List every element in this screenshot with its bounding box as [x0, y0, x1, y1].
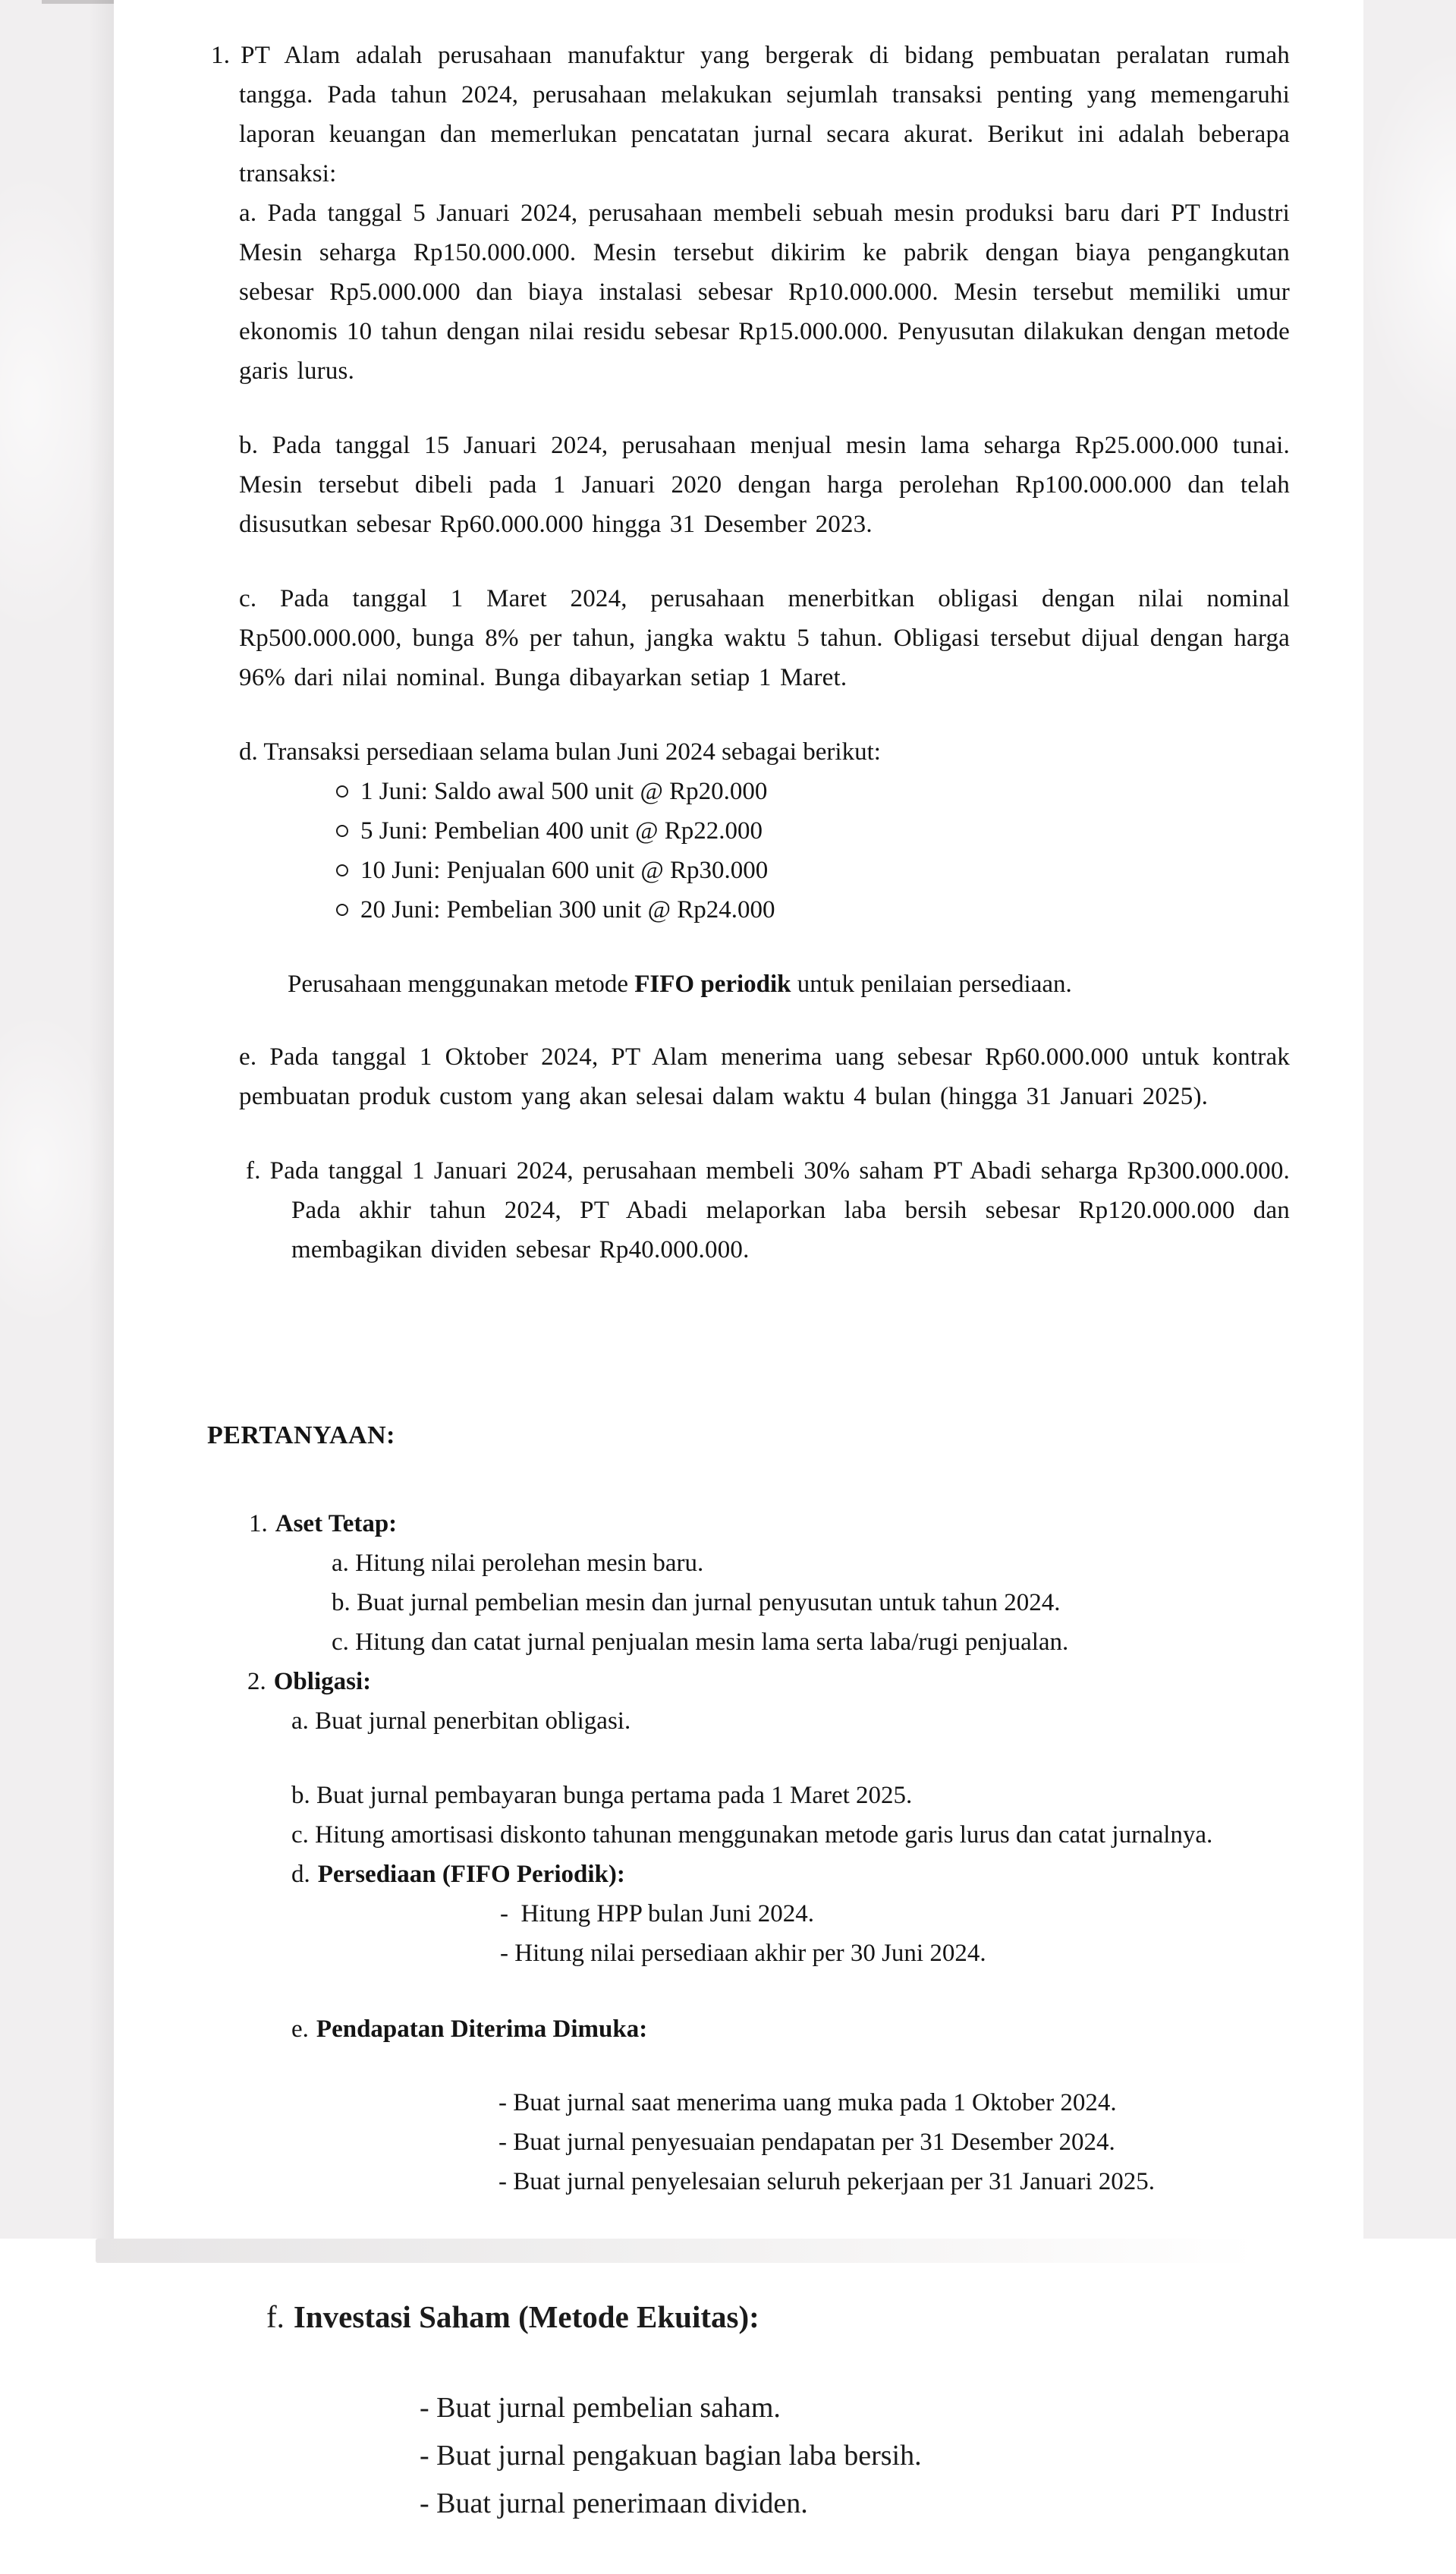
- transaction-a: a. Pada tanggal 5 Januari 2024, perusahaan membeli sebuah mesin produksi baru dari PT Industri Mesin seharga Rp150.000.000. Mesin tersebut dikirim ke pabrik dengan biaya pengangkutan sebesar Rp5.000.000 dan biaya instalasi sebesar Rp10.000.000. Mesin tersebut memiliki umur ekonomis 10 tahun dengan nilai residu sebesar Rp15.000.000. Penyusutan dilakukan dengan metode garis lurus.: [239, 200, 1290, 385]
- question-item: b. Buat jurnal pembelian mesin dan jurnal penyusutan untuk tahun 2024.: [332, 1589, 1061, 1616]
- bullet-text: 1 Juni: Saldo awal 500 unit @ Rp20.000: [360, 778, 768, 805]
- task-line: - Hitung HPP bulan Juni 2024.: [500, 1900, 815, 1927]
- page-edge-shadow: [88, 0, 114, 2240]
- questions-column: [207, 1416, 1290, 2201]
- question-item: a. Hitung nilai perolehan mesin baru.: [332, 1550, 704, 1577]
- intro-paragraph: [211, 36, 1290, 194]
- transaction-e: e. Pada tanggal 1 Oktober 2024, PT Alam menerima uang sebesar Rp60.000.000 untuk kontrak pembuatan produk custom yang akan selesai dalam waktu 4 bulan (hingga 31 Januari 2025).: [239, 1043, 1290, 1110]
- question-item-d: [291, 1855, 1225, 1894]
- note-bold: FIFO periodik: [634, 971, 791, 998]
- question-1-items: [332, 1543, 1290, 1662]
- question-f-heading: [266, 2296, 1329, 2337]
- persediaan-task-list: [500, 1894, 1290, 1973]
- item-letter: e.: [291, 2015, 309, 2043]
- task-line: - Buat jurnal pembelian saham.: [420, 2392, 781, 2424]
- question-label: Aset Tetap:: [275, 1510, 398, 1537]
- question-item-e: [291, 2009, 1225, 2049]
- circle-bullet-icon: [336, 904, 348, 916]
- task-line: - Buat jurnal penyelesaian seluruh pekerjaan per 31 Januari 2025.: [498, 2168, 1156, 2195]
- inventory-bullet-list: [336, 772, 1290, 930]
- investasi-saham-section: [266, 2296, 1329, 2528]
- list-item: [336, 851, 1290, 890]
- task-line: - Buat jurnal pengakuan bagian laba bersih.: [420, 2440, 922, 2472]
- list-item: [336, 811, 1290, 851]
- transaction-f: f. Pada tanggal 1 Januari 2024, perusahaan membeli 30% saham PT Abadi seharga Rp300.000.000. Pada akhir tahun 2024, PT Abadi melaporkan laba bersih sebesar Rp120.000.000 dan membagikan dividen sebesar Rp40.000.000.: [246, 1157, 1290, 1263]
- note-suffix: untuk penilaian persediaan.: [791, 971, 1072, 998]
- background-highlight: [1358, 46, 1456, 440]
- bullet-text: 20 Juni: Pembelian 300 unit @ Rp24.000: [360, 896, 775, 924]
- bullet-text: 10 Juni: Penjualan 600 unit @ Rp30.000: [360, 857, 769, 884]
- circle-bullet-icon: [336, 864, 348, 876]
- question-item: c. Hitung dan catat jurnal penjualan mesin lama serta laba/rugi penjualan.: [332, 1628, 1069, 1656]
- note-prefix: Perusahaan menggunakan metode: [288, 971, 635, 998]
- question-label: Obligasi:: [273, 1668, 372, 1695]
- circle-bullet-icon: [336, 785, 348, 798]
- question-2-items: [291, 1701, 1290, 2201]
- task-line: - Hitung nilai persediaan akhir per 30 Juni 2024.: [500, 1940, 986, 1967]
- item-label: Pendapatan Diterima Dimuka:: [316, 2015, 648, 2043]
- list-item: [336, 890, 1290, 930]
- pendapatan-task-list: [498, 2083, 1290, 2201]
- questions-heading: PERTANYAAN:: [207, 1421, 395, 1449]
- fifo-method-note: [288, 964, 1290, 1004]
- intro-text: PT Alam adalah perusahaan manufaktur yang bergerak di bidang pembuatan peralatan rumah tangga. Pada tahun 2024, perusahaan melakukan sejumlah transaksi penting yang memengaruhi laporan keuangan dan memerlukan pencatatan jurnal secara akurat. Berikut ini adalah beberapa transaksi:: [239, 42, 1290, 187]
- list-item: [336, 772, 1290, 811]
- task-line: - Buat jurnal penyesuaian pendapatan per 31 Desember 2024.: [498, 2129, 1115, 2156]
- item-label: Investasi Saham (Metode Ekuitas):: [293, 2299, 759, 2334]
- item-letter: f.: [266, 2299, 285, 2334]
- question-item: a. Buat jurnal penerbitan obligasi.: [291, 1707, 631, 1735]
- item-label: Persediaan (FIFO Periodik):: [317, 1861, 625, 1888]
- question-item: c. Hitung amortisasi diskonto tahunan menggunakan metode garis lurus dan catat jurnalnya.: [291, 1821, 1213, 1849]
- page-break-shadow: [96, 2239, 1256, 2263]
- investasi-task-list: [420, 2384, 1329, 2528]
- question-number: 2.: [247, 1668, 266, 1695]
- question-number: 1.: [249, 1510, 268, 1537]
- question-1-heading: [249, 1504, 1290, 1543]
- bullet-text: 5 Juni: Pembelian 400 unit @ Rp22.000: [360, 817, 763, 845]
- task-line: - Buat jurnal penerimaan dividen.: [420, 2487, 808, 2519]
- item-number: 1.: [211, 42, 231, 69]
- question-2-heading: [247, 1662, 1290, 1701]
- circle-bullet-icon: [336, 825, 348, 837]
- transaction-d-heading: d. Transaksi persediaan selama bulan Juni 2024 sebagai berikut:: [239, 738, 881, 766]
- task-line: - Buat jurnal saat menerima uang muka pada 1 Oktober 2024.: [498, 2089, 1117, 2116]
- question-item: b. Buat jurnal pembayaran bunga pertama pada 1 Maret 2025.: [291, 1782, 913, 1809]
- item-letter: d.: [291, 1861, 310, 1888]
- transaction-b: b. Pada tanggal 15 Januari 2024, perusahaan menjual mesin lama seharga Rp25.000.000 tunai. Mesin tersebut dibeli pada 1 Januari 2020 dengan harga perolehan Rp100.000.000 dan telah disusutkan sebesar Rp60.000.000 hingga 31 Desember 2023.: [239, 432, 1290, 538]
- problem-text-column: [211, 11, 1290, 1304]
- transaction-c: c. Pada tanggal 1 Maret 2024, perusahaan menerbitkan obligasi dengan nilai nominal Rp500.000.000, bunga 8% per tahun, jangka waktu 5 tahun. Obligasi tersebut dijual dengan harga 96% dari nilai nominal. Bunga dibayarkan setiap 1 Maret.: [239, 585, 1290, 691]
